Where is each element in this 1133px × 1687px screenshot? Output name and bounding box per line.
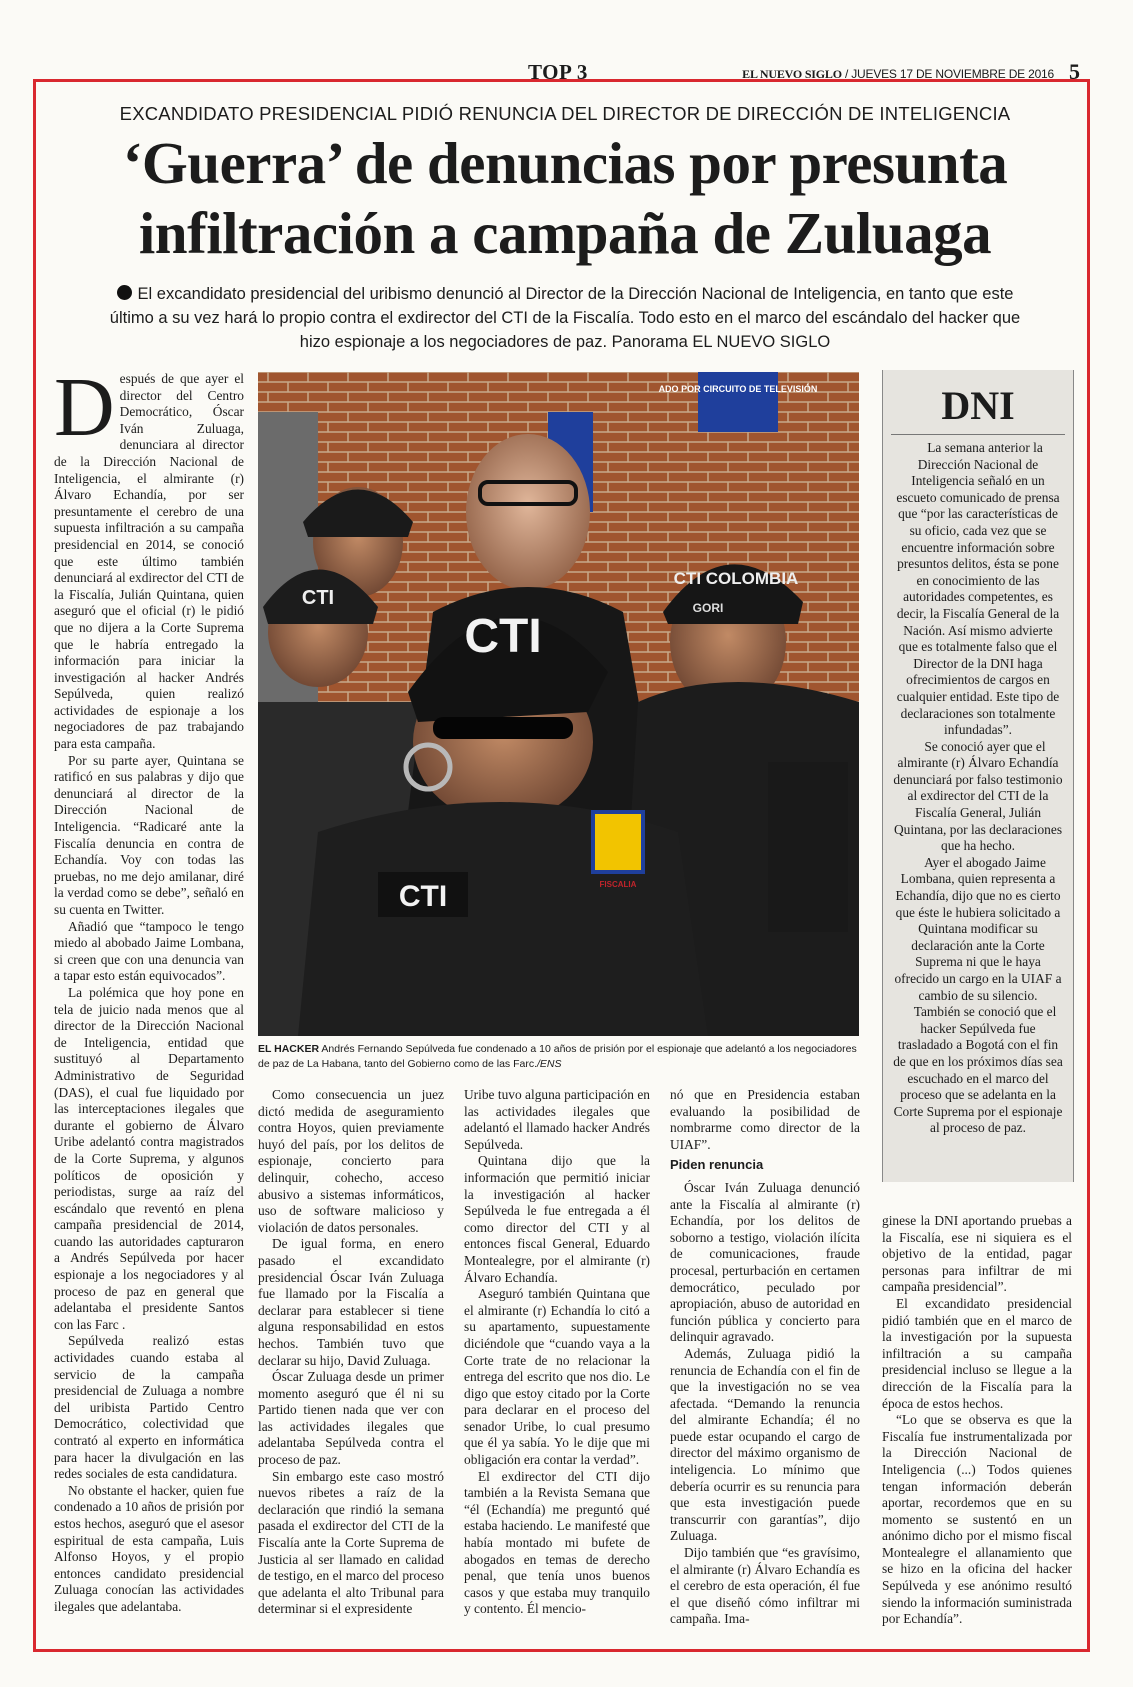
column-2: [258, 1087, 444, 1618]
paragraph: ginese la DNI aportando pruebas a la Fiscalía, ese ni siquiera es el objetivo de la entidad, pagar personas para infiltrar de mi campaña presidencial”.: [882, 1213, 1072, 1295]
paragraph: Sin embargo este caso mostró nuevos ribetes a raíz de la declaración que rindió la semana pasada el exdirector del CTI de la Fiscalía ante la Corte Suprema de Justicia al ser llamado en calidad de testigo, en el marco del proceso que adelanta el alto Tribunal para determinar si el expresidente: [258, 1468, 444, 1617]
column-5: [882, 1213, 1072, 1628]
caption-text: Andrés Fernando Sepúlveda fue condenado a 10 años de prisión por el espionaje que adelantó a los negociadores de paz de La Habana, tanto del Gobierno como de las Farc.: [258, 1043, 857, 1070]
caption-label: EL HACKER: [258, 1043, 320, 1055]
paragraph: Óscar Iván Zuluaga denunció ante la Fiscalía al almirante (r) Echandía, por los delitos de soborno a testigo, violación ilícita de comunicaciones, fraude procesal, perturbación en certamen democrático, peculado por apropiación, abuso de autoridad en función pública y concierto para delinquir agravado.: [670, 1179, 860, 1345]
paragraph: Uribe tuvo alguna participación en las actividades ilegales que adelantó el llamado hacker Andrés Sepúlveda.: [464, 1087, 650, 1152]
photo-caption: [258, 1042, 859, 1072]
sidebar-title: DNI: [941, 383, 1015, 428]
paragraph: Después de que ayer el director del Centro Democrático, Óscar Iván Zuluaga, denunciara al director de la Dirección Nacional de Inteligencia, el almirante (r) Álvaro Echandía, por ser presuntamente el cerebro de una supuesta infiltración a su campaña presidencial en 2014, se conoció que este último también denunciará al exdirector del CTI de la Fiscalía, Julián Quintana, quien aseguró que el oficial (r) le pidió que no dijera a la Corte Suprema que le habría entregado la información para iniciar la investigación al hacker Andrés Sepúlveda, quien realizó actividades de espionaje a los negociadores de paz trabajando para esta campaña.: [54, 361, 244, 752]
vest-text: CTI: [398, 880, 448, 913]
paragraph: También se conoció que el hacker Sepúlveda fue trasladado a Bogotá con el fin de que en los próximos días sea escuchado en el marco del proceso que se adelanta en la Corte Suprema por el espionaje al proceso de paz.: [893, 1004, 1063, 1136]
cap-text-left: CTI: [301, 587, 335, 609]
paragraph: La polémica que hoy pone en tela de juicio nada menos que al director de la Dirección Nacional de Inteligencia, entidad que sustituyó al Departamento Administrativo de Seguridad (DAS), el cual fue liquidado por las interceptaciones ilegales que durante el gobierno de Álvaro Uribe adelantó contra magistrados de la Corte Suprema, y algunos políticos de oposición y periodistas, surge aa raíz del escándalo que reventó en plena campaña presidencial de 2014, cuando las autoridades capturaron a Andrés Sepúlveda por hacer espionaje a los negociadores y al proceso de paz en general que adelantaba el presidente Santos con las Farc .: [54, 984, 244, 1332]
bullet-icon: [117, 285, 132, 300]
paragraph: Dijo también que “es gravísimo, el almirante (r) Álvaro Echandía es el cerebro de esta operación, él fue el que diseñó cómo infiltrar mi campaña. Ima-: [670, 1545, 860, 1627]
hacker-photo: [258, 372, 859, 1036]
drop-cap: D: [54, 361, 115, 454]
headline-line-1: ‘Guerra’ de denuncias por presunta: [122, 130, 1008, 196]
paragraph: La semana anterior la Dirección Nacional de Inteligencia señaló en un escueto comunicado de prensa que “por las características de su oficio, cada vez que se encuentre información sobre presuntos delitos, ésta se pone en conocimiento de las autoridades competentes, es decir, la Fiscalía General de la Nación. Así mismo advierte que es totalmente falso que el Director de la DNI haga ofrecimientos de cargos en cualquier entidad. Este tipo de declaraciones son totalmente infundadas”.: [896, 440, 1060, 738]
dni-sidebar: [882, 370, 1074, 1182]
column-1: [54, 361, 244, 1616]
page-number: 5: [1069, 59, 1080, 84]
photo-illustration: [258, 372, 859, 1036]
paragraph: No obstante el hacker, quien fue condenado a 10 años de prisión por estos hechos, aseguró que el asesor espiritual de esta campaña, Luis Alfonso Hoyos, y el propio entonces candidato presidencial Zuluaga conocían las actividades ilegales que adelantaba.: [54, 1482, 244, 1614]
headline: [60, 128, 1070, 268]
paragraph: El excandidato presidencial pidió también que en el marco de la investigación por la supuesta infiltración a su campaña presidencial incluso se llegue a la dirección de la Fiscalía para la época de estos hechos.: [882, 1295, 1072, 1411]
paragraph: De igual forma, en enero pasado el excandidato presidencial Óscar Iván Zuluaga fue llamado por la Fiscalía a declarar para establecer si tiene alguna responsabilidad en estos hechos. También tuvo que declarar su hijo, David Zuluaga.: [258, 1236, 444, 1368]
gori-text: GORI: [692, 601, 724, 615]
paragraph: Se conoció ayer que el almirante (r) Álvaro Echandía denunciará por falso testimonio al exdirector del CTI de la Fiscalía General, Julián Quintana, por las declaraciones que ha hecho.: [893, 738, 1063, 854]
paragraph: Por su parte ayer, Quintana se ratificó en sus palabras y dijo que denunciará al director de la Dirección Nacional de Inteligencia. “Radicaré ante la Fiscalía denuncia en contra de Echandía. Voy con todas las pruebas, no me dejo amilanar, diré la verdad como se debe”, señaló en su cuenta en Twitter.: [54, 752, 244, 917]
paragraph: Quintana dijo que la información que permitió iniciar la investigación al hacker Sepúlveda le fue entregada a él como director del CTI y al entonces fiscal General, Eduardo Montealegre, por el almirante (r) Álvaro Echandía.: [464, 1153, 650, 1285]
cap-text-front: CTI: [464, 610, 542, 663]
paragraph: Óscar Zuluaga desde un primer momento aseguró que él ni su Partido tienen nada que ver con las actividades ilegales que adelantaba Sepúlveda contra el proceso de paz.: [258, 1369, 444, 1468]
paper-name: EL NUEVO SIGLO: [742, 67, 842, 81]
divider: [891, 434, 1065, 435]
paragraph: nó que en Presidencia estaban evaluando la posibilidad de nombrarme como director de la UIAF”.: [670, 1087, 860, 1152]
deck-text: El excandidato presidencial del uribismo denunció al Director de la Dirección Nacional de Inteligencia, en tanto que este último a su vez hará lo propio contra el exdirector del CTI de la Fiscalía. Todo esto en el marco del escándalo del hacker que hizo espionaje a los negociadores de paz. Panorama EL NUEVO SIGLO: [109, 285, 1021, 351]
sign-text: ADO POR CIRCUITO DE TELEVISIÓN: [658, 384, 818, 394]
cap-text-right: CTI COLOMBIA: [673, 569, 799, 588]
subhead: Piden renuncia: [670, 1157, 764, 1173]
paragraph: Ayer el abogado Jaime Lombana, quien representa a Echandía, dijo que no es cierto que éste le hubiera solicitado a Quintana modificar su declaración ante la Corte Suprema ni que le haya ofrecido un cargo en la UIAF a cambio de su silencio.: [894, 854, 1062, 1003]
kicker: EXCANDIDATO PRESIDENCIAL PIDIÓ RENUNCIA DEL DIRECTOR DE DIRECCIÓN DE INTELIGENCIA: [119, 103, 1011, 124]
issue-date: / JUEVES 17 DE NOVIEMBRE DE 2016: [844, 67, 1054, 81]
paragraph: Aseguró también Quintana que el almirante (r) Echandía lo citó a su apartamento, supuestamente diciéndole que “cuando vaya a la Corte trate de no relacionar la entrega del escrito que nos dio. Le digo que estoy citado por la Corte para declarar en el proceso del senador Uribe, lo cual presumo que él ya sabía. Yo le dije que mi obligación era contar la verdad”.: [464, 1286, 650, 1468]
paragraph: Sepúlveda realizó estas actividades cuando estaba al servicio de la campaña presidencial de Zuluaga a nombre del uribista Partido Centro Democrático, colectividad que contrató al experto en informática para hacer la divulgación en las redes sociales de esta candidatura.: [54, 1333, 244, 1482]
section-label: TOP 3: [528, 60, 588, 84]
vest-badge: FISCALIA: [599, 880, 637, 889]
caption-credit: /ENS: [537, 1058, 562, 1070]
column-3: [464, 1087, 650, 1618]
sidebar-body: [893, 440, 1063, 1137]
headline-line-2: infiltración a campaña de Zuluaga: [138, 200, 992, 266]
paragraph: El exdirector del CTI dijo también a la Revista Semana que “él (Echandía) me preguntó qué estaba haciendo. Le manifesté que había montado mi bufete de abogados en temas de derecho penal, que tenía unos buenos casos y que estaba muy tranquilo y contento. Él mencio-: [464, 1468, 650, 1617]
paragraph: Además, Zuluaga pidió la renuncia de Echandía con el fin de que la investigación no se vea afectada. “Demando la renuncia del almirante Echandía; él no puede estar ocupando el cargo de director del máximo organismo de inteligencia. Lo mínimo que debería ocurrir es su renuncia para que esta investigación puede transcurrir con garantías”, dijo Zuluaga.: [670, 1345, 860, 1544]
column-4: [670, 1087, 860, 1628]
paragraph: “Lo que se observa es que la Fiscalía fue instrumentalizada por la Dirección Nacional de Inteligencia (...) Todos quienes tengan información deberán aportar, recordemos que en su momento se sustentó en un anónimo dicho por el mismo fiscal Montealegre el allanamiento que se hizo en la oficina del hacker Sepúlveda y ese anónimo resultó siendo la información suministrada por Echandía”.: [882, 1412, 1072, 1627]
paragraph: Como consecuencia un juez dictó medida de aseguramiento contra Hoyos, quien previamente huyó del país, por los delitos de espionaje, concierto para delinquir, cohecho, acceso abusivo a sistemas informáticos, uso de software malicioso y violación de datos personales.: [258, 1087, 444, 1235]
paragraph: Añadió que “tampoco le tengo miedo al abobado Jaime Lombana, si creen que con una denuncia van a tapar esto están equivocados”.: [54, 918, 244, 984]
deck: [100, 282, 1030, 354]
